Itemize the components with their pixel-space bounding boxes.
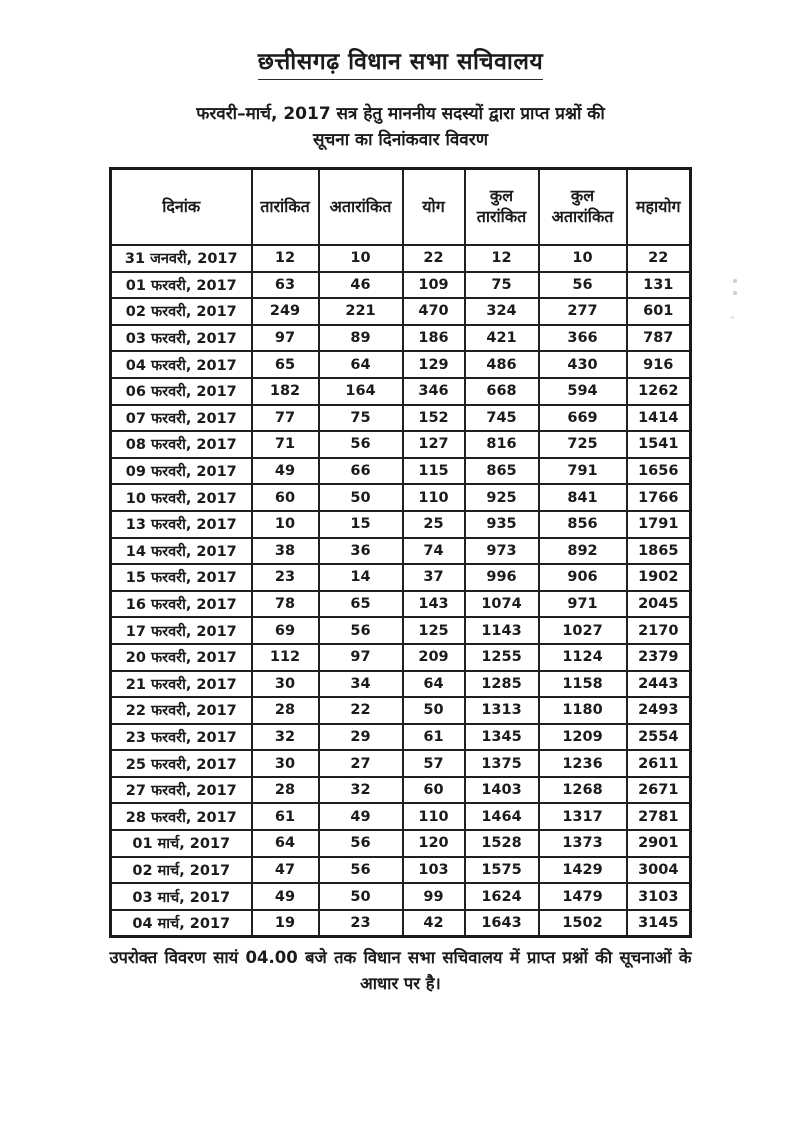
- value-cell: 668: [465, 378, 539, 405]
- value-cell: 925: [465, 484, 539, 511]
- value-cell: 152: [403, 405, 465, 432]
- value-cell: 935: [465, 511, 539, 538]
- value-cell: 1766: [627, 484, 691, 511]
- value-cell: 182: [252, 378, 319, 405]
- date-cell: 31 जनवरी, 2017: [111, 245, 252, 272]
- table-row: [111, 325, 691, 352]
- value-cell: 66: [319, 458, 403, 485]
- value-cell: 56: [319, 857, 403, 884]
- value-cell: 74: [403, 538, 465, 565]
- value-cell: 1791: [627, 511, 691, 538]
- value-cell: 112: [252, 644, 319, 671]
- value-cell: 1124: [539, 644, 627, 671]
- value-cell: 1158: [539, 671, 627, 698]
- date-cell: 20 फरवरी, 2017: [111, 644, 252, 671]
- value-cell: 42: [403, 910, 465, 937]
- value-cell: 2379: [627, 644, 691, 671]
- value-cell: 14: [319, 564, 403, 591]
- value-cell: 1074: [465, 591, 539, 618]
- value-cell: 1255: [465, 644, 539, 671]
- value-cell: 115: [403, 458, 465, 485]
- date-cell: 01 मार्च, 2017: [111, 830, 252, 857]
- table-row: [111, 724, 691, 751]
- value-cell: 10: [539, 245, 627, 272]
- value-cell: 221: [319, 298, 403, 325]
- value-cell: 47: [252, 857, 319, 884]
- value-cell: 110: [403, 484, 465, 511]
- footer-note: उपरोक्त विवरण सायं 04.00 बजे तक विधान सभा सचिवालय में प्राप्त प्रश्नों की सूचनाओं के आधार पर है।: [109, 948, 692, 993]
- value-cell: 2611: [627, 750, 691, 777]
- value-cell: 22: [627, 245, 691, 272]
- column-header-6: महायोग: [627, 169, 691, 246]
- value-cell: 63: [252, 272, 319, 299]
- table-row: [111, 830, 691, 857]
- value-cell: 64: [319, 351, 403, 378]
- table-row: [111, 644, 691, 671]
- value-cell: 2170: [627, 617, 691, 644]
- value-cell: 61: [403, 724, 465, 751]
- value-cell: 2045: [627, 591, 691, 618]
- column-header-1: तारांकित: [252, 169, 319, 246]
- value-cell: 65: [319, 591, 403, 618]
- value-cell: 77: [252, 405, 319, 432]
- value-cell: 103: [403, 857, 465, 884]
- value-cell: 601: [627, 298, 691, 325]
- scan-artifact: [733, 279, 737, 283]
- table-row: [111, 564, 691, 591]
- subtitle-line-2: सूचना का दिनांकवार विवरण: [312, 129, 489, 150]
- value-cell: 2671: [627, 777, 691, 804]
- value-cell: 32: [252, 724, 319, 751]
- table-row: [111, 484, 691, 511]
- value-cell: 109: [403, 272, 465, 299]
- value-cell: 131: [627, 272, 691, 299]
- table-row: [111, 351, 691, 378]
- value-cell: 892: [539, 538, 627, 565]
- value-cell: 1209: [539, 724, 627, 751]
- value-cell: 23: [319, 910, 403, 937]
- value-cell: 209: [403, 644, 465, 671]
- value-cell: 38: [252, 538, 319, 565]
- value-cell: 110: [403, 803, 465, 830]
- value-cell: 1268: [539, 777, 627, 804]
- date-cell: 25 फरवरी, 2017: [111, 750, 252, 777]
- value-cell: 346: [403, 378, 465, 405]
- value-cell: 906: [539, 564, 627, 591]
- table-row: [111, 910, 691, 937]
- value-cell: 99: [403, 883, 465, 910]
- date-cell: 03 मार्च, 2017: [111, 883, 252, 910]
- value-cell: 2554: [627, 724, 691, 751]
- value-cell: 56: [539, 272, 627, 299]
- value-cell: 19: [252, 910, 319, 937]
- table-row: [111, 750, 691, 777]
- value-cell: 129: [403, 351, 465, 378]
- date-cell: 15 फरवरी, 2017: [111, 564, 252, 591]
- column-header-2: अतारांकित: [319, 169, 403, 246]
- value-cell: 61: [252, 803, 319, 830]
- value-cell: 1865: [627, 538, 691, 565]
- table-row: [111, 538, 691, 565]
- value-cell: 50: [319, 484, 403, 511]
- value-cell: 1479: [539, 883, 627, 910]
- value-cell: 486: [465, 351, 539, 378]
- value-cell: 1143: [465, 617, 539, 644]
- value-cell: 1414: [627, 405, 691, 432]
- value-cell: 56: [319, 617, 403, 644]
- table-row: [111, 803, 691, 830]
- value-cell: 46: [319, 272, 403, 299]
- value-cell: 1180: [539, 697, 627, 724]
- value-cell: 32: [319, 777, 403, 804]
- value-cell: 366: [539, 325, 627, 352]
- date-cell: 22 फरवरी, 2017: [111, 697, 252, 724]
- value-cell: 27: [319, 750, 403, 777]
- table-row: [111, 511, 691, 538]
- table-row: [111, 431, 691, 458]
- date-cell: 17 फरवरी, 2017: [111, 617, 252, 644]
- date-cell: 28 फरवरी, 2017: [111, 803, 252, 830]
- value-cell: 1643: [465, 910, 539, 937]
- value-cell: 1027: [539, 617, 627, 644]
- column-header-4: कुल तारांकित: [465, 169, 539, 246]
- value-cell: 50: [403, 697, 465, 724]
- table-row: [111, 697, 691, 724]
- value-cell: 30: [252, 671, 319, 698]
- value-cell: 125: [403, 617, 465, 644]
- value-cell: 75: [465, 272, 539, 299]
- value-cell: 1902: [627, 564, 691, 591]
- value-cell: 2781: [627, 803, 691, 830]
- value-cell: 127: [403, 431, 465, 458]
- date-cell: 16 फरवरी, 2017: [111, 591, 252, 618]
- subtitle-line-1: फरवरी–मार्च, 2017 सत्र हेतु माननीय सदस्यों द्वारा प्राप्त प्रश्नों की: [196, 104, 605, 124]
- date-cell: 03 फरवरी, 2017: [111, 325, 252, 352]
- value-cell: 1375: [465, 750, 539, 777]
- value-cell: 25: [403, 511, 465, 538]
- value-cell: 36: [319, 538, 403, 565]
- value-cell: 791: [539, 458, 627, 485]
- value-cell: 69: [252, 617, 319, 644]
- table-row: [111, 272, 691, 299]
- date-cell: 04 मार्च, 2017: [111, 910, 252, 937]
- scan-artifact: [731, 316, 734, 319]
- value-cell: 29: [319, 724, 403, 751]
- value-cell: 1262: [627, 378, 691, 405]
- table-row: [111, 458, 691, 485]
- date-cell: 13 फरवरी, 2017: [111, 511, 252, 538]
- value-cell: 49: [319, 803, 403, 830]
- value-cell: 787: [627, 325, 691, 352]
- value-cell: 971: [539, 591, 627, 618]
- table-row: [111, 883, 691, 910]
- value-cell: 1403: [465, 777, 539, 804]
- value-cell: 12: [465, 245, 539, 272]
- value-cell: 865: [465, 458, 539, 485]
- date-cell: 04 फरवरी, 2017: [111, 351, 252, 378]
- date-cell: 14 फरवरी, 2017: [111, 538, 252, 565]
- table-row: [111, 245, 691, 272]
- value-cell: 71: [252, 431, 319, 458]
- value-cell: 97: [252, 325, 319, 352]
- value-cell: 856: [539, 511, 627, 538]
- date-cell: 21 फरवरी, 2017: [111, 671, 252, 698]
- value-cell: 89: [319, 325, 403, 352]
- table-row: [111, 857, 691, 884]
- value-cell: 15: [319, 511, 403, 538]
- value-cell: 1541: [627, 431, 691, 458]
- value-cell: 1429: [539, 857, 627, 884]
- value-cell: 97: [319, 644, 403, 671]
- date-cell: 02 मार्च, 2017: [111, 857, 252, 884]
- value-cell: 2443: [627, 671, 691, 698]
- value-cell: 470: [403, 298, 465, 325]
- value-cell: 37: [403, 564, 465, 591]
- value-cell: 816: [465, 431, 539, 458]
- value-cell: 3145: [627, 910, 691, 937]
- value-cell: 50: [319, 883, 403, 910]
- value-cell: 1464: [465, 803, 539, 830]
- value-cell: 421: [465, 325, 539, 352]
- date-cell: 23 फरवरी, 2017: [111, 724, 252, 751]
- value-cell: 1285: [465, 671, 539, 698]
- value-cell: 23: [252, 564, 319, 591]
- column-header-0: दिनांक: [111, 169, 252, 246]
- table-row: [111, 591, 691, 618]
- date-cell: 27 फरवरी, 2017: [111, 777, 252, 804]
- value-cell: 2493: [627, 697, 691, 724]
- value-cell: 30: [252, 750, 319, 777]
- value-cell: 65: [252, 351, 319, 378]
- value-cell: 1236: [539, 750, 627, 777]
- value-cell: 56: [319, 830, 403, 857]
- value-cell: 78: [252, 591, 319, 618]
- value-cell: 64: [403, 671, 465, 698]
- table-row: [111, 671, 691, 698]
- value-cell: 1345: [465, 724, 539, 751]
- date-cell: 10 फरवरी, 2017: [111, 484, 252, 511]
- value-cell: 12: [252, 245, 319, 272]
- questions-by-date-table: [109, 167, 692, 938]
- page-subtitle: [121, 102, 681, 153]
- value-cell: 430: [539, 351, 627, 378]
- table-row: [111, 777, 691, 804]
- value-cell: 10: [319, 245, 403, 272]
- value-cell: 3103: [627, 883, 691, 910]
- scan-artifact: [733, 291, 737, 295]
- value-cell: 1575: [465, 857, 539, 884]
- value-cell: 3004: [627, 857, 691, 884]
- value-cell: 28: [252, 697, 319, 724]
- page-title-text: छत्तीसगढ़ विधान सभा सचिवालय: [258, 44, 544, 80]
- value-cell: 10: [252, 511, 319, 538]
- value-cell: 56: [319, 431, 403, 458]
- value-cell: 49: [252, 883, 319, 910]
- value-cell: 841: [539, 484, 627, 511]
- table-row: [111, 405, 691, 432]
- column-header-5: कुल अतारांकित: [539, 169, 627, 246]
- date-cell: 06 फरवरी, 2017: [111, 378, 252, 405]
- table-row: [111, 298, 691, 325]
- value-cell: 324: [465, 298, 539, 325]
- value-cell: 916: [627, 351, 691, 378]
- column-header-3: योग: [403, 169, 465, 246]
- value-cell: 60: [403, 777, 465, 804]
- value-cell: 1656: [627, 458, 691, 485]
- value-cell: 1313: [465, 697, 539, 724]
- table-header-row: [111, 169, 691, 246]
- page-title: [0, 0, 801, 80]
- value-cell: 973: [465, 538, 539, 565]
- date-cell: 02 फरवरी, 2017: [111, 298, 252, 325]
- value-cell: 1528: [465, 830, 539, 857]
- value-cell: 1502: [539, 910, 627, 937]
- date-cell: 07 फरवरी, 2017: [111, 405, 252, 432]
- value-cell: 249: [252, 298, 319, 325]
- value-cell: 164: [319, 378, 403, 405]
- value-cell: 1317: [539, 803, 627, 830]
- value-cell: 669: [539, 405, 627, 432]
- date-cell: 01 फरवरी, 2017: [111, 272, 252, 299]
- value-cell: 22: [403, 245, 465, 272]
- value-cell: 725: [539, 431, 627, 458]
- date-cell: 09 फरवरी, 2017: [111, 458, 252, 485]
- value-cell: 120: [403, 830, 465, 857]
- value-cell: 49: [252, 458, 319, 485]
- value-cell: 1624: [465, 883, 539, 910]
- value-cell: 996: [465, 564, 539, 591]
- value-cell: 143: [403, 591, 465, 618]
- date-cell: 08 फरवरी, 2017: [111, 431, 252, 458]
- value-cell: 22: [319, 697, 403, 724]
- value-cell: 60: [252, 484, 319, 511]
- value-cell: 1373: [539, 830, 627, 857]
- table-row: [111, 617, 691, 644]
- value-cell: 57: [403, 750, 465, 777]
- value-cell: 75: [319, 405, 403, 432]
- value-cell: 34: [319, 671, 403, 698]
- value-cell: 277: [539, 298, 627, 325]
- value-cell: 594: [539, 378, 627, 405]
- table-row: [111, 378, 691, 405]
- value-cell: 186: [403, 325, 465, 352]
- value-cell: 64: [252, 830, 319, 857]
- value-cell: 28: [252, 777, 319, 804]
- value-cell: 2901: [627, 830, 691, 857]
- value-cell: 745: [465, 405, 539, 432]
